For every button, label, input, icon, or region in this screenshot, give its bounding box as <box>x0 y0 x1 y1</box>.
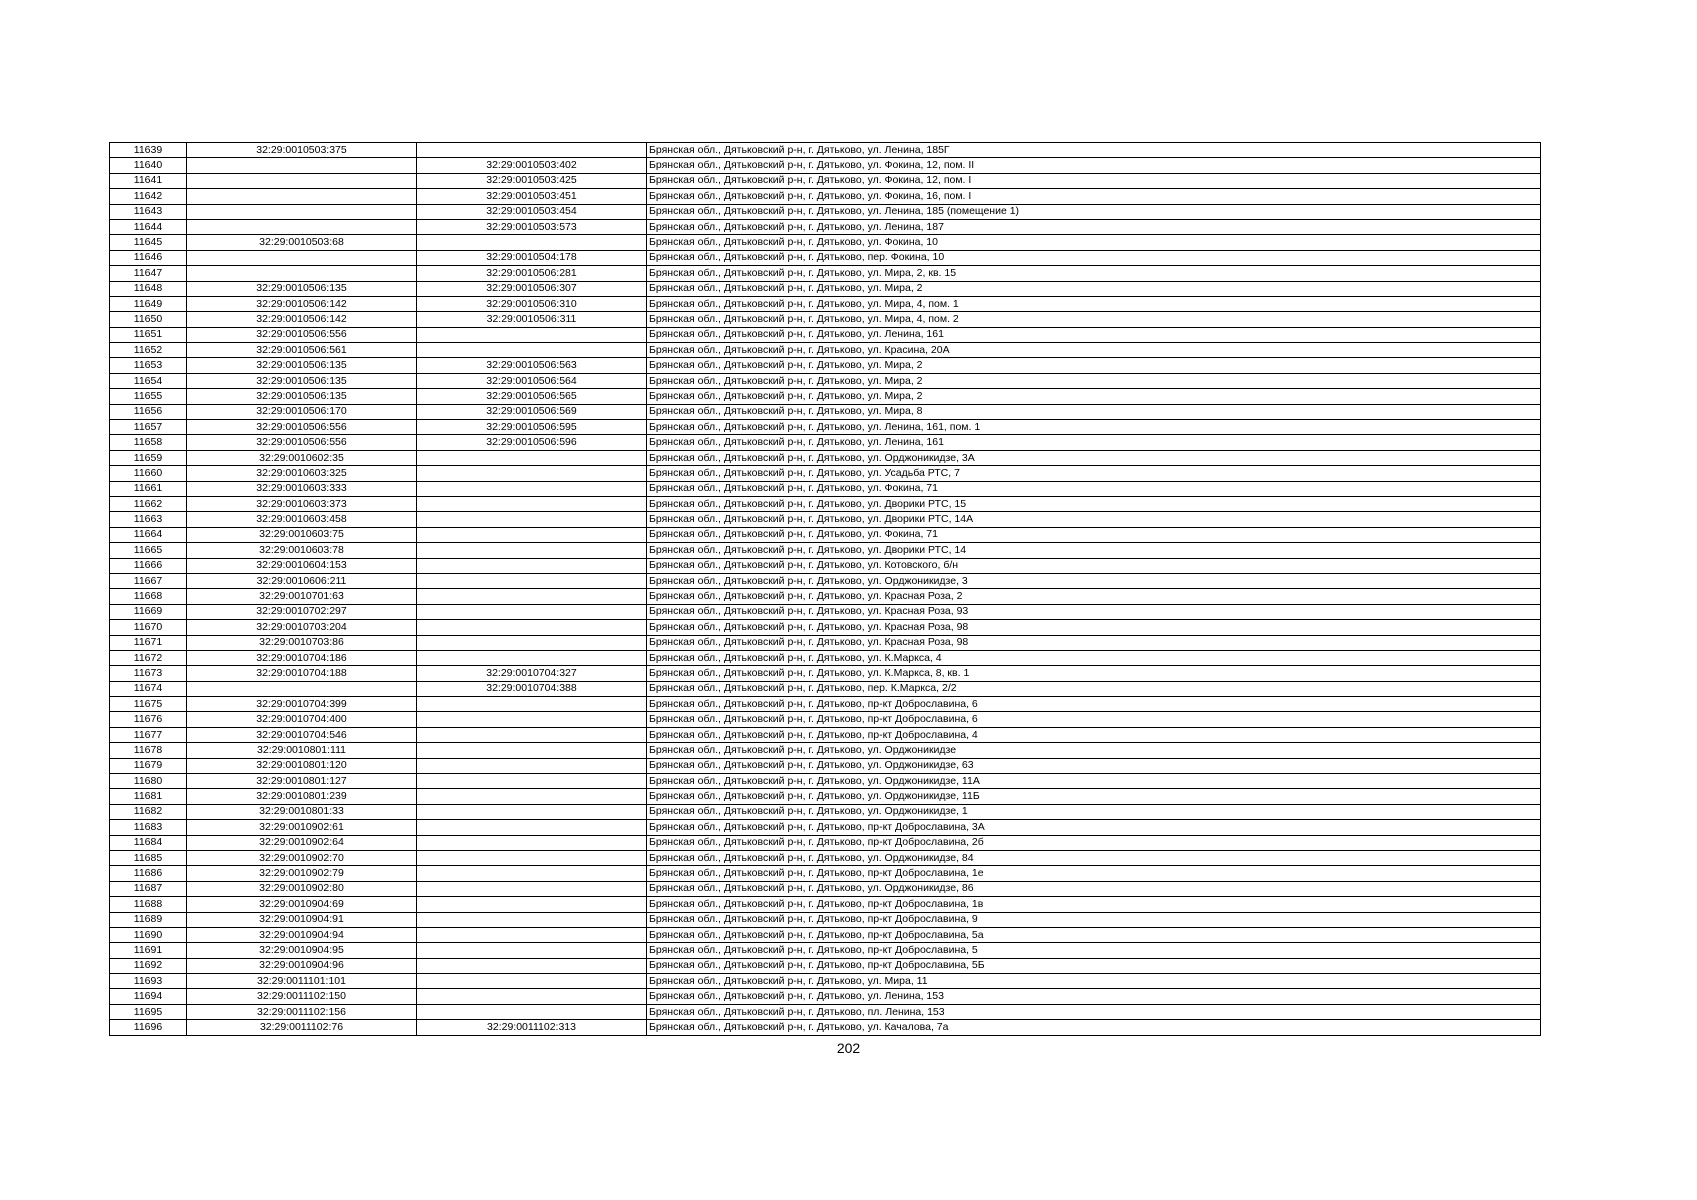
address-cell: Брянская обл., Дятьковский р-н, г. Дятьково, ул. Мира, 4, пом. 2 <box>647 312 1541 327</box>
row-number-cell: 11675 <box>110 697 187 712</box>
object-cadastral-number-cell <box>417 820 647 835</box>
cadastral-number-cell: 32:29:0010506:556 <box>187 420 417 435</box>
cadastral-number-cell: 32:29:0010506:135 <box>187 358 417 373</box>
table-row <box>110 204 1541 219</box>
object-cadastral-number-cell <box>417 850 647 865</box>
row-number-cell: 11671 <box>110 635 187 650</box>
object-cadastral-number-cell: 32:29:0010506:563 <box>417 358 647 373</box>
object-cadastral-number-cell <box>417 974 647 989</box>
object-cadastral-number-cell: 32:29:0010506:596 <box>417 435 647 450</box>
table-row <box>110 573 1541 588</box>
object-cadastral-number-cell <box>417 604 647 619</box>
row-number-cell: 11655 <box>110 389 187 404</box>
object-cadastral-number-cell: 32:29:0010704:327 <box>417 666 647 681</box>
cadastral-number-cell: 32:29:0010701:63 <box>187 589 417 604</box>
table-row <box>110 404 1541 419</box>
table-row <box>110 281 1541 296</box>
cadastral-number-cell: 32:29:0010603:325 <box>187 466 417 481</box>
table-row <box>110 774 1541 789</box>
address-cell: Брянская обл., Дятьковский р-н, г. Дятьково, ул. К.Маркса, 8, кв. 1 <box>647 666 1541 681</box>
row-number-cell: 11665 <box>110 543 187 558</box>
row-number-cell: 11682 <box>110 804 187 819</box>
cadastral-number-cell: 32:29:0010704:546 <box>187 727 417 742</box>
row-number-cell: 11681 <box>110 789 187 804</box>
cadastral-number-cell <box>187 189 417 204</box>
row-number-cell: 11639 <box>110 143 187 158</box>
object-cadastral-number-cell: 32:29:0010506:565 <box>417 389 647 404</box>
table-row <box>110 666 1541 681</box>
cadastral-number-cell: 32:29:0010703:204 <box>187 620 417 635</box>
row-number-cell: 11659 <box>110 450 187 465</box>
row-number-cell: 11692 <box>110 958 187 973</box>
object-cadastral-number-cell <box>417 758 647 773</box>
row-number-cell: 11688 <box>110 897 187 912</box>
row-number-cell: 11663 <box>110 512 187 527</box>
cadastral-number-cell: 32:29:0010703:86 <box>187 635 417 650</box>
row-number-cell: 11666 <box>110 558 187 573</box>
address-cell: Брянская обл., Дятьковский р-н, г. Дятьково, ул. Мира, 11 <box>647 974 1541 989</box>
row-number-cell: 11652 <box>110 343 187 358</box>
table-row <box>110 866 1541 881</box>
table-row <box>110 158 1541 173</box>
table-row <box>110 373 1541 388</box>
object-cadastral-number-cell <box>417 481 647 496</box>
cadastral-number-cell: 32:29:0010902:61 <box>187 820 417 835</box>
address-cell: Брянская обл., Дятьковский р-н, г. Дятьково, пр-кт Доброславина, 6 <box>647 697 1541 712</box>
row-number-cell: 11650 <box>110 312 187 327</box>
table-row <box>110 358 1541 373</box>
cadastral-number-cell: 32:29:0010604:153 <box>187 558 417 573</box>
object-cadastral-number-cell <box>417 589 647 604</box>
address-cell: Брянская обл., Дятьковский р-н, г. Дятьково, ул. Мира, 2 <box>647 358 1541 373</box>
row-number-cell: 11646 <box>110 250 187 265</box>
table-row <box>110 512 1541 527</box>
cadastral-number-cell: 32:29:0010506:135 <box>187 281 417 296</box>
table-row <box>110 189 1541 204</box>
table-row <box>110 635 1541 650</box>
address-cell: Брянская обл., Дятьковский р-н, г. Дятьково, пр-кт Доброславина, 2б <box>647 835 1541 850</box>
table-row <box>110 620 1541 635</box>
address-cell: Брянская обл., Дятьковский р-н, г. Дятьково, пр-кт Доброславина, 4 <box>647 727 1541 742</box>
cadastral-number-cell: 32:29:0010902:70 <box>187 850 417 865</box>
address-cell: Брянская обл., Дятьковский р-н, г. Дятьково, пр-кт Доброславина, 5а <box>647 927 1541 942</box>
cadastral-number-cell: 32:29:0011102:156 <box>187 1004 417 1019</box>
object-cadastral-number-cell <box>417 897 647 912</box>
cadastral-number-cell: 32:29:0010603:373 <box>187 496 417 511</box>
address-cell: Брянская обл., Дятьковский р-н, г. Дятьково, пр-кт Доброславина, 5 <box>647 943 1541 958</box>
address-cell: Брянская обл., Дятьковский р-н, г. Дятьково, ул. Дворики РТС, 14 <box>647 543 1541 558</box>
object-cadastral-number-cell <box>417 573 647 588</box>
cadastral-number-cell: 32:29:0011102:150 <box>187 989 417 1004</box>
cadastral-number-cell: 32:29:0010606:211 <box>187 573 417 588</box>
cadastral-number-cell: 32:29:0010603:458 <box>187 512 417 527</box>
address-cell: Брянская обл., Дятьковский р-н, г. Дятьково, ул. Мира, 2 <box>647 373 1541 388</box>
object-cadastral-number-cell <box>417 881 647 896</box>
table-row <box>110 835 1541 850</box>
cadastral-number-cell: 32:29:0010704:186 <box>187 650 417 665</box>
cadastral-number-cell: 32:29:0010904:95 <box>187 943 417 958</box>
address-cell: Брянская обл., Дятьковский р-н, г. Дятьково, пр-кт Доброславина, 5Б <box>647 958 1541 973</box>
row-number-cell: 11657 <box>110 420 187 435</box>
address-cell: Брянская обл., Дятьковский р-н, г. Дятьково, пр-кт Доброславина, 1е <box>647 866 1541 881</box>
row-number-cell: 11645 <box>110 235 187 250</box>
cadastral-number-cell <box>187 204 417 219</box>
cadastral-number-cell <box>187 173 417 188</box>
table-row <box>110 173 1541 188</box>
address-cell: Брянская обл., Дятьковский р-н, г. Дятьково, ул. Усадьба РТС, 7 <box>647 466 1541 481</box>
row-number-cell: 11653 <box>110 358 187 373</box>
table-row <box>110 389 1541 404</box>
address-cell: Брянская обл., Дятьковский р-н, г. Дятьково, пр-кт Доброславина, 9 <box>647 912 1541 927</box>
address-cell: Брянская обл., Дятьковский р-н, г. Дятьково, ул. Ленина, 187 <box>647 219 1541 234</box>
cadastral-number-cell: 32:29:0010506:142 <box>187 296 417 311</box>
address-cell: Брянская обл., Дятьковский р-н, г. Дятьково, ул. Орджоникидзе, 11Б <box>647 789 1541 804</box>
object-cadastral-number-cell <box>417 558 647 573</box>
cadastral-number-cell: 32:29:0011102:76 <box>187 1020 417 1035</box>
object-cadastral-number-cell <box>417 866 647 881</box>
row-number-cell: 11680 <box>110 774 187 789</box>
address-cell: Брянская обл., Дятьковский р-н, г. Дятьково, ул. Орджоникидзе, 3 <box>647 573 1541 588</box>
cadastral-number-cell: 32:29:0010801:239 <box>187 789 417 804</box>
address-cell: Брянская обл., Дятьковский р-н, г. Дятьково, ул. Красина, 20А <box>647 343 1541 358</box>
cadastral-number-cell: 32:29:0010902:80 <box>187 881 417 896</box>
address-cell: Брянская обл., Дятьковский р-н, г. Дятьково, ул. Красная Роза, 93 <box>647 604 1541 619</box>
table-row <box>110 881 1541 896</box>
address-cell: Брянская обл., Дятьковский р-н, г. Дятьково, пер. Фокина, 10 <box>647 250 1541 265</box>
cadastral-number-cell: 32:29:0010506:135 <box>187 373 417 388</box>
table-row <box>110 897 1541 912</box>
row-number-cell: 11656 <box>110 404 187 419</box>
cadastral-number-cell: 32:29:0010603:333 <box>187 481 417 496</box>
cadastral-number-cell: 32:29:0010902:79 <box>187 866 417 881</box>
object-cadastral-number-cell: 32:29:0010506:569 <box>417 404 647 419</box>
table-row <box>110 219 1541 234</box>
address-cell: Брянская обл., Дятьковский р-н, г. Дятьково, ул. Ленина, 185Г <box>647 143 1541 158</box>
object-cadastral-number-cell: 32:29:0010503:425 <box>417 173 647 188</box>
table-row <box>110 450 1541 465</box>
object-cadastral-number-cell <box>417 343 647 358</box>
object-cadastral-number-cell: 32:29:0010506:281 <box>417 266 647 281</box>
cadastral-number-cell: 32:29:0010801:33 <box>187 804 417 819</box>
object-cadastral-number-cell: 32:29:0010503:451 <box>417 189 647 204</box>
table-row <box>110 650 1541 665</box>
table-row <box>110 589 1541 604</box>
row-number-cell: 11672 <box>110 650 187 665</box>
table-row <box>110 943 1541 958</box>
address-cell: Брянская обл., Дятьковский р-н, г. Дятьково, ул. Орджоникидзе, 3А <box>647 450 1541 465</box>
cadastral-number-cell: 32:29:0010704:400 <box>187 712 417 727</box>
address-cell: Брянская обл., Дятьковский р-н, г. Дятьково, ул. Красная Роза, 98 <box>647 635 1541 650</box>
table-row <box>110 758 1541 773</box>
table-row <box>110 420 1541 435</box>
row-number-cell: 11678 <box>110 743 187 758</box>
row-number-cell: 11667 <box>110 573 187 588</box>
address-cell: Брянская обл., Дятьковский р-н, г. Дятьково, пр-кт Доброславина, 6 <box>647 712 1541 727</box>
cadastral-number-cell: 32:29:0010904:69 <box>187 897 417 912</box>
row-number-cell: 11644 <box>110 219 187 234</box>
object-cadastral-number-cell <box>417 989 647 1004</box>
object-cadastral-number-cell: 32:29:0010506:310 <box>417 296 647 311</box>
address-cell: Брянская обл., Дятьковский р-н, г. Дятьково, ул. Ленина, 161 <box>647 327 1541 342</box>
object-cadastral-number-cell <box>417 650 647 665</box>
row-number-cell: 11642 <box>110 189 187 204</box>
object-cadastral-number-cell <box>417 727 647 742</box>
object-cadastral-number-cell <box>417 235 647 250</box>
object-cadastral-number-cell <box>417 774 647 789</box>
row-number-cell: 11658 <box>110 435 187 450</box>
cadastral-number-cell: 32:29:0010602:35 <box>187 450 417 465</box>
cadastral-number-cell: 32:29:0010506:561 <box>187 343 417 358</box>
row-number-cell: 11676 <box>110 712 187 727</box>
cadastral-number-cell: 32:29:0011101:101 <box>187 974 417 989</box>
row-number-cell: 11683 <box>110 820 187 835</box>
row-number-cell: 11662 <box>110 496 187 511</box>
address-cell: Брянская обл., Дятьковский р-н, г. Дятьково, ул. Фокина, 71 <box>647 481 1541 496</box>
cadastral-number-cell: 32:29:0010801:111 <box>187 743 417 758</box>
address-cell: Брянская обл., Дятьковский р-н, г. Дятьково, ул. Мира, 8 <box>647 404 1541 419</box>
address-cell: Брянская обл., Дятьковский р-н, г. Дятьково, ул. Ленина, 161 <box>647 435 1541 450</box>
registry-table <box>109 142 1541 1036</box>
row-number-cell: 11669 <box>110 604 187 619</box>
row-number-cell: 11695 <box>110 1004 187 1019</box>
row-number-cell: 11691 <box>110 943 187 958</box>
cadastral-number-cell: 32:29:0010904:94 <box>187 927 417 942</box>
object-cadastral-number-cell <box>417 466 647 481</box>
object-cadastral-number-cell <box>417 543 647 558</box>
object-cadastral-number-cell <box>417 712 647 727</box>
address-cell: Брянская обл., Дятьковский р-н, г. Дятьково, ул. К.Маркса, 4 <box>647 650 1541 665</box>
table-row <box>110 958 1541 973</box>
table-row <box>110 496 1541 511</box>
address-cell: Брянская обл., Дятьковский р-н, г. Дятьково, ул. Ленина, 153 <box>647 989 1541 1004</box>
cadastral-number-cell <box>187 681 417 696</box>
object-cadastral-number-cell <box>417 943 647 958</box>
object-cadastral-number-cell <box>417 743 647 758</box>
address-cell: Брянская обл., Дятьковский р-н, г. Дятьково, ул. Фокина, 71 <box>647 527 1541 542</box>
table-row <box>110 604 1541 619</box>
table-row <box>110 143 1541 158</box>
object-cadastral-number-cell <box>417 496 647 511</box>
row-number-cell: 11677 <box>110 727 187 742</box>
row-number-cell: 11643 <box>110 204 187 219</box>
row-number-cell: 11686 <box>110 866 187 881</box>
object-cadastral-number-cell: 32:29:0010704:388 <box>417 681 647 696</box>
row-number-cell: 11641 <box>110 173 187 188</box>
row-number-cell: 11648 <box>110 281 187 296</box>
object-cadastral-number-cell <box>417 527 647 542</box>
address-cell: Брянская обл., Дятьковский р-н, г. Дятьково, ул. Орджоникидзе, 1 <box>647 804 1541 819</box>
table-row <box>110 912 1541 927</box>
address-cell: Брянская обл., Дятьковский р-н, г. Дятьково, ул. Орджоникидзе, 86 <box>647 881 1541 896</box>
cadastral-number-cell <box>187 250 417 265</box>
row-number-cell: 11647 <box>110 266 187 281</box>
table-row <box>110 697 1541 712</box>
object-cadastral-number-cell <box>417 697 647 712</box>
address-cell: Брянская обл., Дятьковский р-н, г. Дятьково, пер. К.Маркса, 2/2 <box>647 681 1541 696</box>
address-cell: Брянская обл., Дятьковский р-н, г. Дятьково, ул. Орджоникидзе <box>647 743 1541 758</box>
address-cell: Брянская обл., Дятьковский р-н, г. Дятьково, ул. Ленина, 161, пом. 1 <box>647 420 1541 435</box>
row-number-cell: 11649 <box>110 296 187 311</box>
address-cell: Брянская обл., Дятьковский р-н, г. Дятьково, ул. Орджоникидзе, 11А <box>647 774 1541 789</box>
row-number-cell: 11673 <box>110 666 187 681</box>
table-row <box>110 850 1541 865</box>
object-cadastral-number-cell: 32:29:0010503:402 <box>417 158 647 173</box>
table-row <box>110 296 1541 311</box>
table-row <box>110 712 1541 727</box>
row-number-cell: 11670 <box>110 620 187 635</box>
table-row <box>110 527 1541 542</box>
table-row <box>110 820 1541 835</box>
object-cadastral-number-cell <box>417 620 647 635</box>
cadastral-number-cell: 32:29:0010704:399 <box>187 697 417 712</box>
address-cell: Брянская обл., Дятьковский р-н, г. Дятьково, ул. Красная Роза, 98 <box>647 620 1541 635</box>
row-number-cell: 11684 <box>110 835 187 850</box>
table-row <box>110 481 1541 496</box>
table-row <box>110 312 1541 327</box>
table-row <box>110 558 1541 573</box>
object-cadastral-number-cell: 32:29:0010506:307 <box>417 281 647 296</box>
table-row <box>110 743 1541 758</box>
cadastral-number-cell: 32:29:0010801:120 <box>187 758 417 773</box>
cadastral-number-cell: 32:29:0010904:96 <box>187 958 417 973</box>
row-number-cell: 11690 <box>110 927 187 942</box>
table-row <box>110 989 1541 1004</box>
cadastral-number-cell: 32:29:0010603:78 <box>187 543 417 558</box>
table-row <box>110 235 1541 250</box>
row-number-cell: 11674 <box>110 681 187 696</box>
cadastral-number-cell: 32:29:0010503:375 <box>187 143 417 158</box>
object-cadastral-number-cell <box>417 450 647 465</box>
address-cell: Брянская обл., Дятьковский р-н, г. Дятьково, ул. Мира, 2 <box>647 389 1541 404</box>
address-cell: Брянская обл., Дятьковский р-н, г. Дятьково, ул. Красная Роза, 2 <box>647 589 1541 604</box>
row-number-cell: 11640 <box>110 158 187 173</box>
address-cell: Брянская обл., Дятьковский р-н, г. Дятьково, ул. Орджоникидзе, 84 <box>647 850 1541 865</box>
object-cadastral-number-cell <box>417 804 647 819</box>
object-cadastral-number-cell <box>417 789 647 804</box>
table-row <box>110 327 1541 342</box>
address-cell: Брянская обл., Дятьковский р-н, г. Дятьково, ул. Ленина, 185 (помещение 1) <box>647 204 1541 219</box>
address-cell: Брянская обл., Дятьковский р-н, г. Дятьково, ул. Котовского, б/н <box>647 558 1541 573</box>
row-number-cell: 11685 <box>110 850 187 865</box>
object-cadastral-number-cell <box>417 327 647 342</box>
address-cell: Брянская обл., Дятьковский р-н, г. Дятьково, ул. Дворики РТС, 14А <box>647 512 1541 527</box>
object-cadastral-number-cell <box>417 143 647 158</box>
object-cadastral-number-cell: 32:29:0010506:564 <box>417 373 647 388</box>
row-number-cell: 11679 <box>110 758 187 773</box>
table-row <box>110 727 1541 742</box>
row-number-cell: 11668 <box>110 589 187 604</box>
object-cadastral-number-cell <box>417 927 647 942</box>
address-cell: Брянская обл., Дятьковский р-н, г. Дятьково, пр-кт Доброславина, 1в <box>647 897 1541 912</box>
row-number-cell: 11654 <box>110 373 187 388</box>
object-cadastral-number-cell <box>417 1004 647 1019</box>
object-cadastral-number-cell: 32:29:0011102:313 <box>417 1020 647 1035</box>
object-cadastral-number-cell: 32:29:0010506:311 <box>417 312 647 327</box>
cadastral-number-cell: 32:29:0010503:68 <box>187 235 417 250</box>
object-cadastral-number-cell: 32:29:0010503:454 <box>417 204 647 219</box>
row-number-cell: 11664 <box>110 527 187 542</box>
object-cadastral-number-cell: 32:29:0010503:573 <box>417 219 647 234</box>
cadastral-number-cell: 32:29:0010506:556 <box>187 435 417 450</box>
table-row <box>110 927 1541 942</box>
table-row <box>110 466 1541 481</box>
object-cadastral-number-cell <box>417 512 647 527</box>
address-cell: Брянская обл., Дятьковский р-н, г. Дятьково, ул. Фокина, 10 <box>647 235 1541 250</box>
object-cadastral-number-cell: 32:29:0010504:178 <box>417 250 647 265</box>
cadastral-number-cell: 32:29:0010704:188 <box>187 666 417 681</box>
cadastral-number-cell <box>187 158 417 173</box>
row-number-cell: 11693 <box>110 974 187 989</box>
row-number-cell: 11694 <box>110 989 187 1004</box>
cadastral-number-cell <box>187 266 417 281</box>
table-row <box>110 1004 1541 1019</box>
table-row <box>110 543 1541 558</box>
row-number-cell: 11687 <box>110 881 187 896</box>
table-row <box>110 435 1541 450</box>
table-row <box>110 250 1541 265</box>
address-cell: Брянская обл., Дятьковский р-н, г. Дятьково, ул. Дворики РТС, 15 <box>647 496 1541 511</box>
table-row <box>110 681 1541 696</box>
row-number-cell: 11660 <box>110 466 187 481</box>
cadastral-number-cell <box>187 219 417 234</box>
address-cell: Брянская обл., Дятьковский р-н, г. Дятьково, пл. Ленина, 153 <box>647 1004 1541 1019</box>
cadastral-number-cell: 32:29:0010603:75 <box>187 527 417 542</box>
address-cell: Брянская обл., Дятьковский р-н, г. Дятьково, ул. Орджоникидзе, 63 <box>647 758 1541 773</box>
row-number-cell: 11661 <box>110 481 187 496</box>
registry-table-body <box>110 143 1541 1036</box>
address-cell: Брянская обл., Дятьковский р-н, г. Дятьково, ул. Фокина, 16, пом. I <box>647 189 1541 204</box>
cadastral-number-cell: 32:29:0010702:297 <box>187 604 417 619</box>
table-row <box>110 804 1541 819</box>
object-cadastral-number-cell <box>417 635 647 650</box>
address-cell: Брянская обл., Дятьковский р-н, г. Дятьково, ул. Фокина, 12, пом. I <box>647 173 1541 188</box>
address-cell: Брянская обл., Дятьковский р-н, г. Дятьково, ул. Качалова, 7а <box>647 1020 1541 1035</box>
cadastral-number-cell: 32:29:0010506:135 <box>187 389 417 404</box>
cadastral-number-cell: 32:29:0010506:170 <box>187 404 417 419</box>
cadastral-number-cell: 32:29:0010506:556 <box>187 327 417 342</box>
object-cadastral-number-cell <box>417 912 647 927</box>
cadastral-number-cell: 32:29:0010904:91 <box>187 912 417 927</box>
row-number-cell: 11689 <box>110 912 187 927</box>
object-cadastral-number-cell <box>417 958 647 973</box>
table-row <box>110 266 1541 281</box>
object-cadastral-number-cell <box>417 835 647 850</box>
object-cadastral-number-cell: 32:29:0010506:595 <box>417 420 647 435</box>
table-row <box>110 1020 1541 1035</box>
address-cell: Брянская обл., Дятьковский р-н, г. Дятьково, пр-кт Доброславина, 3А <box>647 820 1541 835</box>
table-row <box>110 789 1541 804</box>
row-number-cell: 11651 <box>110 327 187 342</box>
cadastral-number-cell: 32:29:0010506:142 <box>187 312 417 327</box>
cadastral-number-cell: 32:29:0010902:64 <box>187 835 417 850</box>
address-cell: Брянская обл., Дятьковский р-н, г. Дятьково, ул. Мира, 2 <box>647 281 1541 296</box>
cadastral-number-cell: 32:29:0010801:127 <box>187 774 417 789</box>
address-cell: Брянская обл., Дятьковский р-н, г. Дятьково, ул. Фокина, 12, пом. II <box>647 158 1541 173</box>
row-number-cell: 11696 <box>110 1020 187 1035</box>
address-cell: Брянская обл., Дятьковский р-н, г. Дятьково, ул. Мира, 4, пом. 1 <box>647 296 1541 311</box>
table-row <box>110 343 1541 358</box>
table-row <box>110 974 1541 989</box>
page-number: 202 <box>836 1040 861 1056</box>
address-cell: Брянская обл., Дятьковский р-н, г. Дятьково, ул. Мира, 2, кв. 15 <box>647 266 1541 281</box>
